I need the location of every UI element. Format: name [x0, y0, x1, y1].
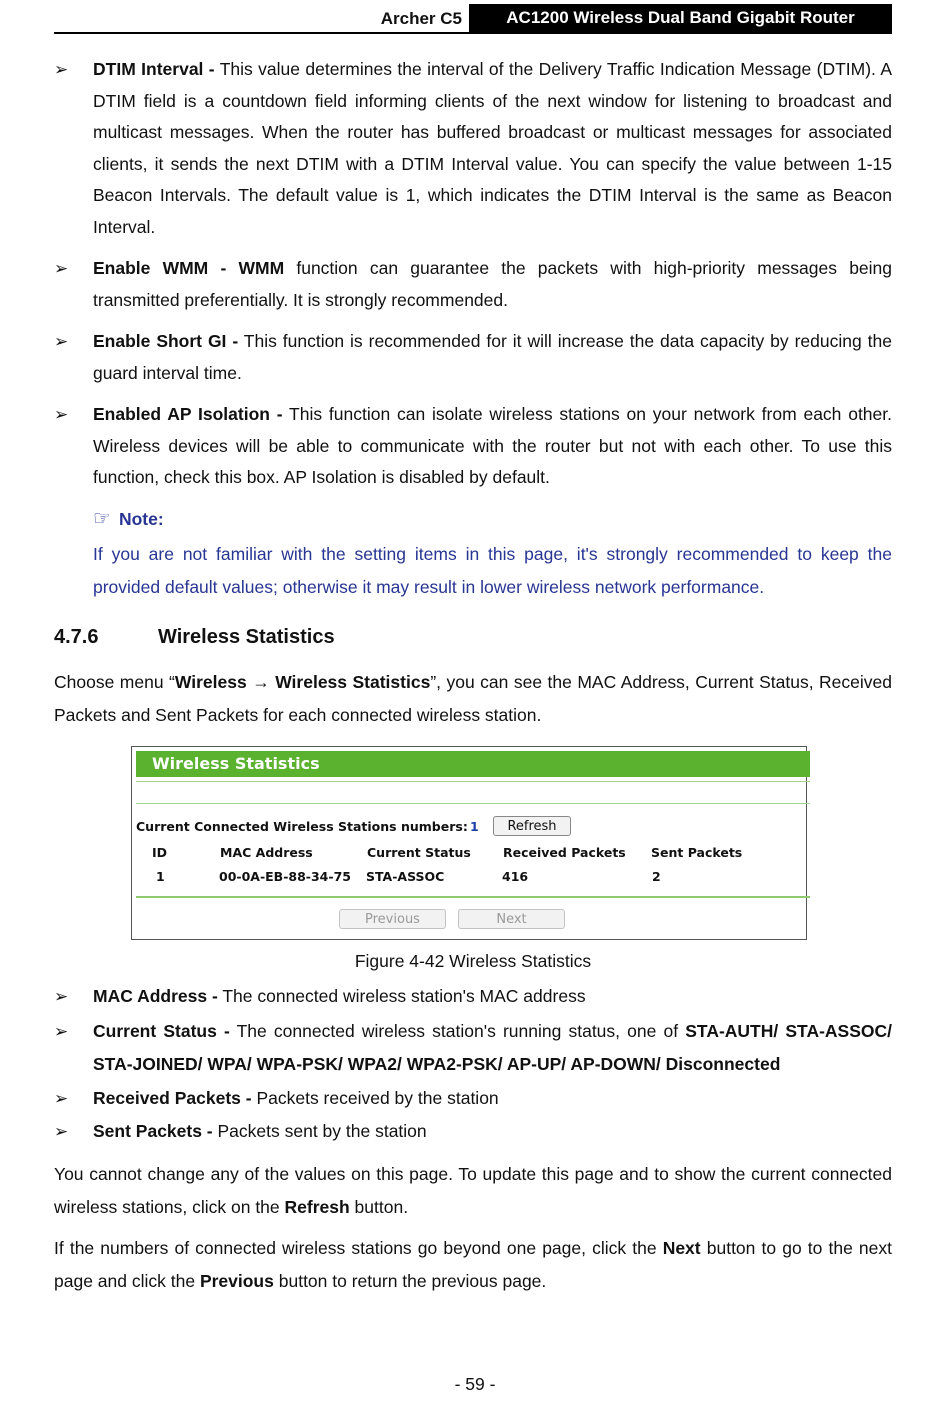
bullet-status: ➢ Current Status - The connected wireless station's running status, one of STA-AUTH/ STA-ASSOC/ STA-JOINED/ WPA/ WPA-PSK/ WPA2/ WPA2-PSK/ AP-UP/ AP-DOWN/ Disconnected [54, 1015, 892, 1081]
bullet-term: Enable Short GI - [93, 331, 239, 351]
figure-caption: Figure 4-42 Wireless Statistics [354, 950, 592, 971]
station-count-label: Current Connected Wireless Stations numbers: [136, 818, 468, 834]
figure-title: Wireless Statistics [136, 751, 810, 777]
bullet-text: This function is recommended for it will increase the data capacity by reducing the guard interval time. [93, 331, 892, 383]
menu-wireless: Wireless [174, 671, 247, 692]
bullet-mac: ➢ MAC Address - The connected wireless station's MAC address [54, 981, 892, 1013]
paragraph-refresh: You cannot change any of the values on this page. To update this page and to show the current connected wireless stations, click on the Refresh button. [54, 1163, 892, 1217]
header-model: Archer C5 [380, 9, 462, 28]
divider [136, 803, 810, 804]
bullet-arrow-icon: ➢ [54, 259, 69, 278]
bullet-text: function can guarantee the packets with high-priority messages being transmitted preferentially. It is strongly recommended. [93, 258, 893, 310]
page-number: - 59 - [454, 1374, 496, 1394]
note-box [54, 504, 892, 605]
paragraph-paging: If the numbers of connected wireless stations go beyond one page, click the Next button to go to the next page and click the Previous button to return the previous page. [54, 1237, 893, 1291]
bullet-arrow-icon: ➢ [54, 1021, 69, 1041]
col-mac: MAC Address [220, 844, 313, 860]
page-content [54, 54, 892, 1306]
wireless-statistics-figure: Wireless Statistics Current Connected Wireless Stations numbers: 1 Refresh ID MAC Address Current Status Received Packets Sent Packets 1 00-0A-EB-88-34-75 STA-ASSOC 416 2 Previous Next [131, 746, 807, 940]
divider [136, 781, 810, 782]
page-header [54, 4, 892, 34]
next-button[interactable]: Next [458, 909, 565, 929]
note-label: Note: [118, 508, 164, 529]
bullet-arrow-icon: ➢ [54, 60, 69, 79]
bullet-term: DTIM Interval - [93, 59, 215, 79]
bullet-arrow-icon: ➢ [54, 332, 69, 351]
bullet-arrow-icon: ➢ [54, 987, 69, 1006]
header-product: AC1200 Wireless Dual Band Gigabit Router [469, 4, 892, 32]
note-text: If you are not familiar with the setting items in this page, it's strongly recommended to keep the provided default values; otherwise it may result in lower wireless network performance. [93, 544, 892, 597]
bullet-term: Enable WMM - WMM [93, 258, 285, 278]
pointing-hand-icon: ☞ [93, 507, 111, 530]
bullet-arrow-icon: ➢ [54, 405, 69, 424]
bullet-text: This value determines the interval of the Delivery Traffic Indication Message (DTIM). A DTIM field is a countdown field informing clients of the next window for listening to broadcast and multicast messages. When the router has buffered broadcast or multicast messages for associated clients, it sends the next DTIM with a DTIM Interval value. You can specify the value between 1-15 Beacon Intervals. The default value is 1, which indicates the DTIM Interval is the same as Beacon Interval. [93, 59, 893, 237]
col-status: Current Status [367, 844, 471, 860]
section-title-text: Wireless Statistics [158, 626, 335, 648]
intro-paragraph: Choose menu “Wireless → Wireless Statistics”, you can see the MAC Address, Current Status, Received Packets and Sent Packets for each connected wireless station. [54, 671, 892, 725]
section-number: 4.7.6 [54, 626, 99, 648]
bullet-text: This function can isolate wireless stations on your network from each other. Wireless devices will be able to communicate with the router but not with each other. To use this function, check this box. AP Isolation is disabled by default. [93, 404, 892, 487]
bullet-sent: ➢ Sent Packets - Packets sent by the station [54, 1116, 892, 1148]
bullet-dtim [54, 54, 892, 243]
col-sent: Sent Packets [651, 844, 743, 860]
bullet-short-gi [54, 326, 892, 389]
previous-button[interactable]: Previous [339, 909, 446, 929]
bullet-ap-isolation [54, 399, 892, 494]
bullet-term: Enabled AP Isolation - [93, 404, 283, 424]
menu-wireless-statistics: Wireless Statistics [275, 671, 431, 692]
divider [136, 896, 810, 898]
section-title [54, 622, 892, 654]
refresh-button[interactable]: Refresh [493, 816, 571, 836]
bullet-wmm [54, 253, 892, 316]
col-id: ID [152, 844, 168, 860]
col-received: Received Packets [503, 844, 626, 860]
bullet-arrow-icon: ➢ [54, 1088, 69, 1108]
bullet-received: ➢ Received Packets - Packets received by the station [54, 1083, 892, 1115]
station-count-value: 1 [470, 818, 479, 834]
arrow-right-icon: → [252, 671, 270, 692]
bullet-arrow-icon: ➢ [54, 1122, 69, 1141]
